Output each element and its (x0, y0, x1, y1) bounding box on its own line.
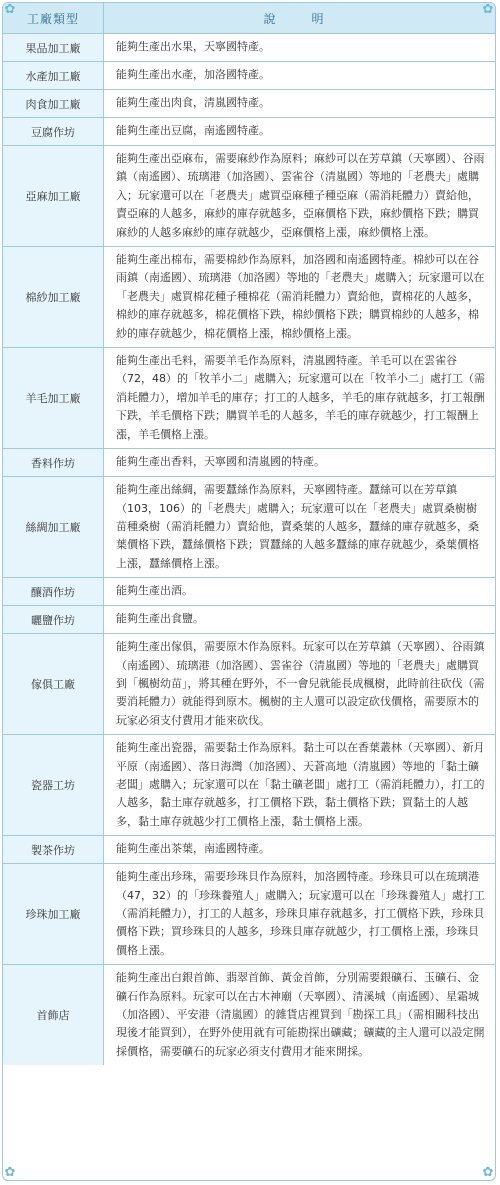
table-row (3, 146, 495, 247)
description-cell: 能夠生產出水產，加洛國特產。 (104, 62, 495, 90)
factory-type-cell: 製茶作坊 (3, 836, 104, 864)
table-row (3, 118, 495, 146)
header-factory-type: 工廠類型 (3, 3, 104, 34)
table-row (3, 634, 495, 735)
corner-ornament-icon: ✿ (4, 1165, 16, 1180)
table-row (3, 735, 495, 836)
description-cell: 能夠生產出珍珠，需要珍珠貝作為原料，加洛國特產。珍珠貝可以在琉璃港（47，32）的「珍珠養殖人」處購入；玩家還可以在「珍珠養殖人」處打工（需消耗體力），打工的人越多，珍珠貝庫存就越多，打工價格下跌，珍珠貝價格下跌；買珍珠貝的人越多，珍珠貝庫存就越少，打工價格上漲，珍珠貝價格上漲。 (104, 864, 495, 965)
description-cell: 能夠生產出毛料，需要羊毛作為原料，清嵐國特產。羊毛可以在雲雀谷（72，48）的「牧羊小二」處購入；玩家還可以在「牧羊小二」處打工（需消耗體力），增加羊毛的庫存；打工的人越多，羊毛的庫存就越多，打工報酬下跌，羊毛價格下跌；購買羊毛的人越多，羊毛的庫存就越少，打工報酬上漲，羊毛價格上漲。 (104, 348, 495, 449)
corner-ornament-icon: ✿ (4, 2, 16, 17)
description-cell: 能夠生產出酒。 (104, 578, 495, 606)
description-cell: 能夠生產出水果，天寧國特產。 (104, 34, 495, 62)
table-row (3, 247, 495, 348)
factory-type-cell: 曬鹽作坊 (3, 606, 104, 634)
description-cell: 能夠生產出絲綢，需要蠶絲作為原料，天寧國特產。蠶絲可以在芳草鎮（103，106）的「老農夫」處購入；玩家還可以在「老農夫」處買桑樹樹苗種桑樹（需消耗體力）賣給他，賣桑葉的人越多，蠶絲的庫存就越多，桑葉價格下跌，蠶絲價格下跌；買蠶絲的人越多蠶絲的庫存就越少，桑葉價格上漲，蠶絲價格上漲。 (104, 477, 495, 578)
factory-type-cell: 珍珠加工廠 (3, 864, 104, 965)
factory-type-cell: 絲綢加工廠 (3, 477, 104, 578)
factory-type-cell: 豆腐作坊 (3, 118, 104, 146)
description-cell: 能夠生產出茶葉，南遙國特產。 (104, 836, 495, 864)
table-row (3, 864, 495, 965)
table-row (3, 348, 495, 449)
factory-type-cell: 傢俱工廠 (3, 634, 104, 735)
description-cell: 能夠生產出肉食，清嵐國特產。 (104, 90, 495, 118)
table-row (3, 606, 495, 634)
description-cell: 能夠生產出食鹽。 (104, 606, 495, 634)
factory-type-cell: 肉食加工廠 (3, 90, 104, 118)
description-cell: 能夠生產出亞麻布，需要麻紗作為原料；麻紗可以在芳草鎮（天寧國）、谷雨鎮（南遙國）、琉璃港（加洛國）、雲雀谷（清嵐國）等地的「老農夫」處購入；玩家還可以在「老農夫」處買亞麻種子種亞麻（需消耗體力）賣給他，賣亞麻的人越多，麻紗的庫存就越多，亞麻價格下跌，麻紗價格下跌；購買麻紗的人越多麻紗的庫存就越少，亞麻價格上漲，麻紗價格上漲。 (104, 146, 495, 247)
table-header-row (3, 3, 495, 34)
factory-type-cell: 釀酒作坊 (3, 578, 104, 606)
factory-type-cell: 羊毛加工廠 (3, 348, 104, 449)
corner-ornament-icon: ✿ (482, 2, 494, 17)
description-cell: 能夠生產出香料，天寧國和清嵐國的特產。 (104, 449, 495, 477)
factory-type-cell: 水產加工廠 (3, 62, 104, 90)
description-cell: 能夠生產出白銀首飾、翡翠首飾、黃金首飾，分別需要銀礦石、玉礦石、金礦石作為原料。玩家可以在古木神廟（天寧國）、清溪城（南遙國）、星霜城（加洛國）、平安港（清嵐國）的雜貨店裡買到「勘探工具」（需相關科技出現後才能買到），在野外使用就有可能勘探出礦藏；礦藏的主人還可以設定開採價格，需要礦石的玩家必須支付費用才能來開採。 (116, 971, 485, 1058)
table-row (3, 62, 495, 90)
table-row (3, 449, 495, 477)
factory-type-cell: 亞麻加工廠 (3, 146, 104, 247)
description-cell: 能夠生產出棉布，需要棉紗作為原料，加洛國和南遙國特產。棉紗可以在谷雨鎮（南遙國）、琉璃港（加洛國）等地的「老農夫」處購入；玩家還可以在「老農夫」處買棉花種子種棉花（需消耗體力）賣給他，賣棉花的人越多，棉紗的庫存就越多，棉花價格下跌，棉紗價格下跌；購買棉紗的人越多，棉紗的庫存就越少，棉花價格上漲，棉紗價格上漲。 (104, 247, 495, 348)
factory-type-cell: 果品加工廠 (3, 34, 104, 62)
table-row (3, 965, 495, 1065)
description-cell: 能夠生產出豆腐，南遙國特產。 (104, 118, 495, 146)
table-row (3, 477, 495, 578)
corner-ornament-icon: ✿ (482, 1165, 494, 1180)
description-cell: 能夠生產出傢俱，需要原木作為原料。玩家可以在芳草鎮（天寧國）、谷雨鎮（南遙國）、琉璃港（加洛國）、雲雀谷（清嵐國）等地的「老農夫」處購買到「楓樹幼苗」，將其種在野外，不一會兒就能長成楓樹，此時前往砍伐（需要消耗體力）就能得到原木。楓樹的主人還可以設定砍伐價格，需要原木的玩家必須支付費用才能來砍伐。 (104, 634, 495, 735)
table-row (3, 836, 495, 864)
factory-table-frame (2, 2, 496, 1181)
factory-type-cell: 瓷器工坊 (3, 735, 104, 836)
description-cell: 能夠生產出瓷器，需要黏土作為原料。黏土可以在香葉叢林（天寧國）、新月平原（南遙國）、落日海灣（加洛國）、天蒼高地（清嵐國）等地的「黏土礦老闆」處購入；玩家還可以在「黏土礦老闆」處打工（需消耗體力），打工的人越多，黏土庫存就越多，打工價格下跌，黏土價格下跌；買黏土的人越多，黏土庫存就越少打工價格上漲，黏土價格上漲。 (104, 735, 495, 836)
factory-type-cell: 棉紗加工廠 (3, 247, 104, 348)
table-row (3, 578, 495, 606)
table-row (3, 90, 495, 118)
factory-type-cell: 香料作坊 (3, 449, 104, 477)
factory-type-cell: 首飾店 (3, 965, 104, 1065)
table-row (3, 34, 495, 62)
header-description: 說 明 (104, 3, 495, 34)
factory-table (3, 3, 495, 1065)
